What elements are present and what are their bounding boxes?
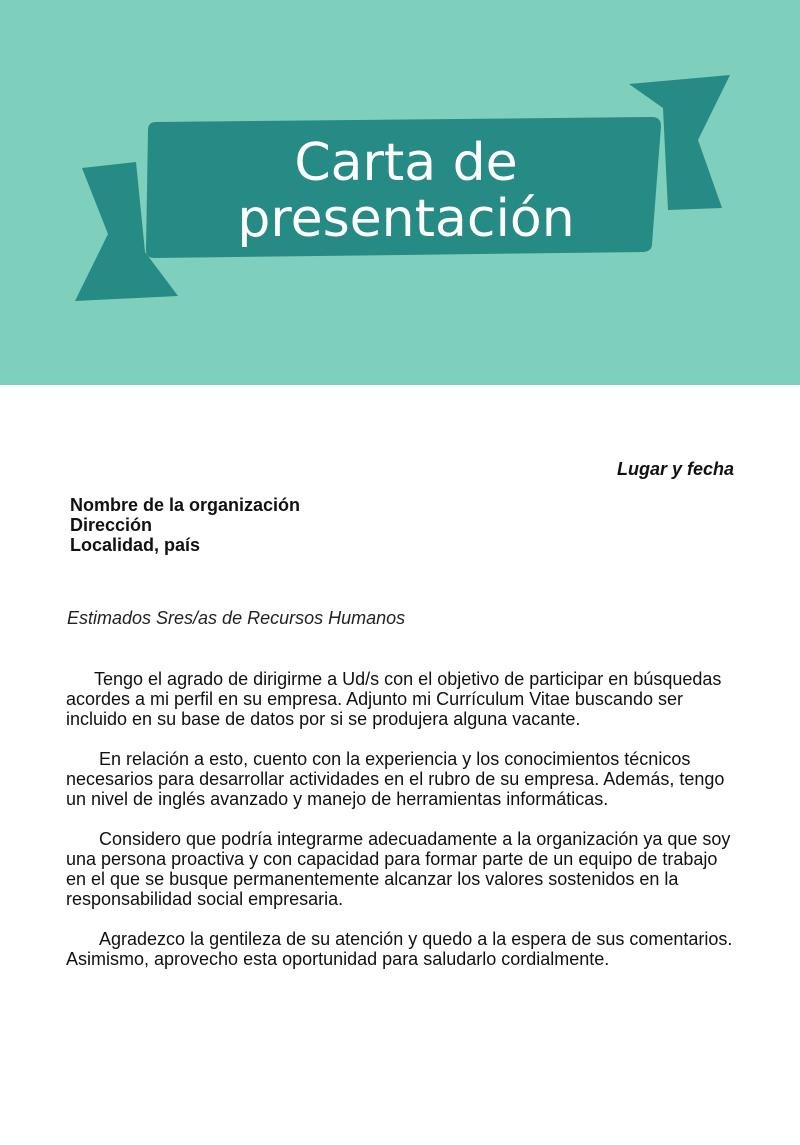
paragraph-experience: En relación a esto, cuento con la experiencia y los conocimientos técnicos necesarios para desarrollar actividades en el rubro de su empresa. Además, tengo un nivel de inglés avanzado y manejo de herramientas informáticas. [66, 749, 725, 809]
greeting: Estimados Sres/as de Recursos Humanos [67, 608, 406, 628]
header-banner [0, 0, 800, 385]
recipient-organization: Nombre de la organización [70, 495, 301, 515]
ribbon-graphic [0, 0, 800, 385]
paragraph-fit: Considero que podría integrarme adecuadamente a la organización ya que soy una persona proactiva y con capacidad para formar parte de un equipo de trabajo en el que se busque permanentemente alcanzar los valores sostenidos en la responsabilidad social empresaria. [66, 829, 731, 909]
paragraph-closing: Agradezco la gentileza de su atención y quedo a la espera de sus comentarios. Asimismo, aprovecho esta oportunidad para saludarlo cordialmente. [66, 929, 733, 969]
recipient-block [70, 495, 300, 555]
title-line-1: Carta de [294, 133, 518, 193]
recipient-address: Dirección [70, 515, 153, 535]
letter-body [66, 669, 741, 989]
place-date: Lugar y fecha [616, 459, 734, 479]
paragraph-intro: Tengo el agrado de dirigirme a Ud/s con el objetivo de participar en búsquedas acordes a mi perfil en su empresa. Adjunto mi Currículum Vitae buscando ser incluido en su base de datos por si se produjera alguna vacante. [66, 669, 722, 729]
recipient-locality: Localidad, país [70, 535, 201, 555]
title-line-2: presentación [237, 189, 575, 249]
